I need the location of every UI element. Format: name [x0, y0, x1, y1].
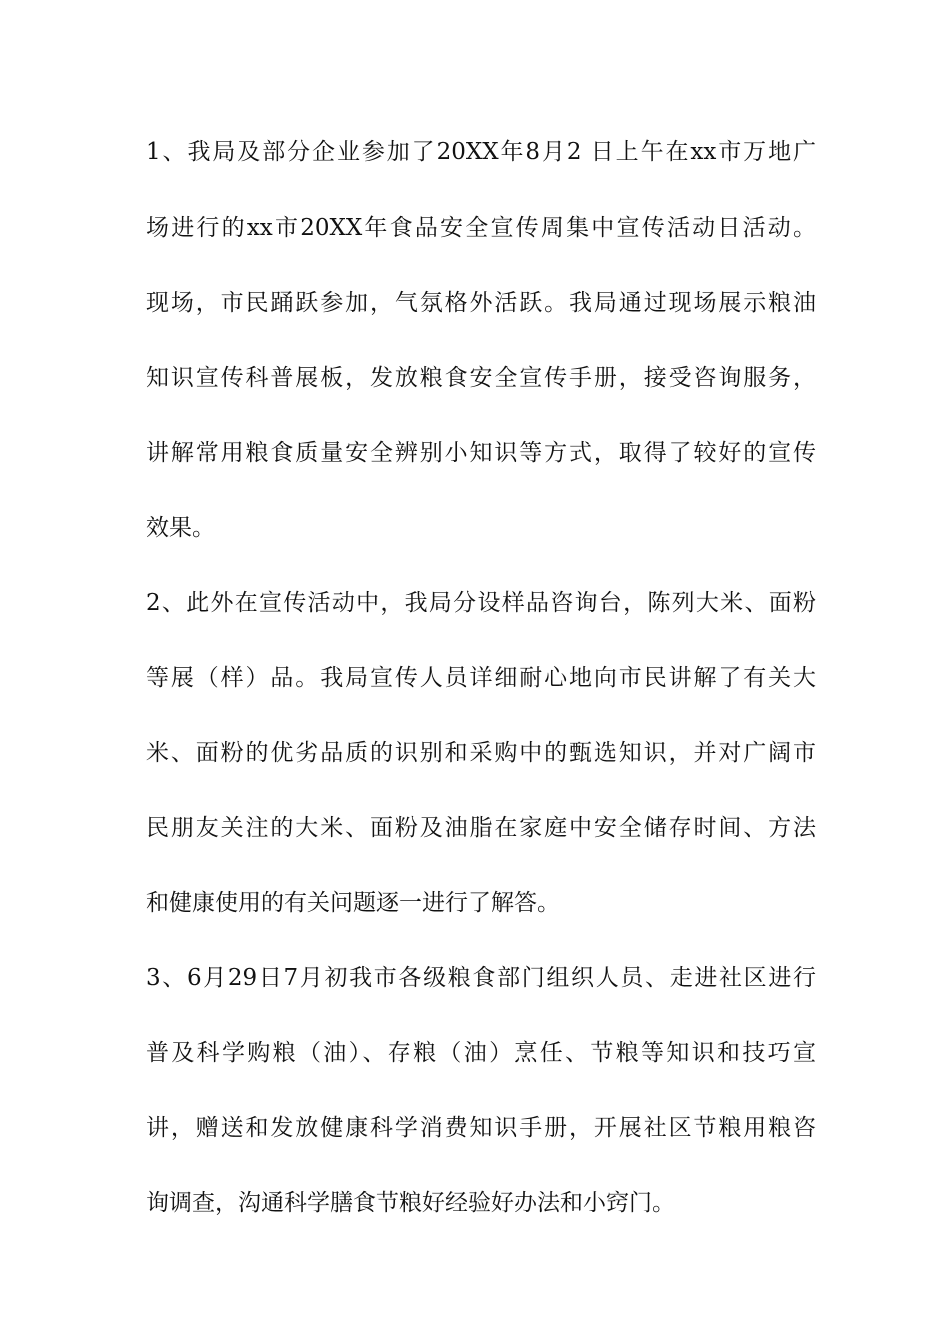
- paragraph-1-line-3: 现场，市民踊跃参加，气氛格外活跃。我局通过现场展示粮油: [146, 290, 816, 316]
- paragraph-2-line-5: 和健康使用的有关问题逐一进行了解答。: [146, 890, 560, 916]
- paragraph-2-line-3: 米、面粉的优劣品质的识别和采购中的甄选知识，并对广阔市: [146, 740, 816, 766]
- paragraph-2-line-2: 等展（样）品。我局宣传人员详细耐心地向市民讲解了有关大: [146, 665, 816, 691]
- paragraph-1-line-6: 效果。: [146, 515, 215, 541]
- paragraph-2-line-4: 民朋友关注的大米、面粉及油脂在家庭中安全储存时间、方法: [146, 815, 816, 841]
- paragraph-3-line-3: 讲，赠送和发放健康科学消费知识手册，开展社区节粮用粮咨: [146, 1115, 816, 1141]
- paragraph-2-line-1: 2、此外在宣传活动中，我局分设样品咨询台，陈列大米、面粉: [146, 590, 816, 616]
- paragraph-1-line-4: 知识宣传科普展板，发放粮食安全宣传手册，接受咨询服务，: [146, 365, 816, 391]
- paragraph-1-line-2: 场进行的xx市20XX年食品安全宣传周集中宣传活动日活动。: [146, 215, 816, 241]
- paragraph-1-line-1: 1、我局及部分企业参加了20XX年8月2 日上午在xx市万地广: [146, 139, 816, 165]
- paragraph-1-line-5: 讲解常用粮食质量安全辨别小知识等方式，取得了较好的宣传: [146, 440, 816, 466]
- paragraph-3-line-4: 询调查，沟通科学膳食节粮好经验好办法和小窍门。: [146, 1190, 675, 1216]
- paragraph-3-line-2: 普及科学购粮（油）、存粮（油）烹任、节粮等知识和技巧宣: [146, 1040, 816, 1066]
- paragraph-3-line-1: 3、6月29日7月初我市各级粮食部门组织人员、走进社区进行: [146, 965, 816, 991]
